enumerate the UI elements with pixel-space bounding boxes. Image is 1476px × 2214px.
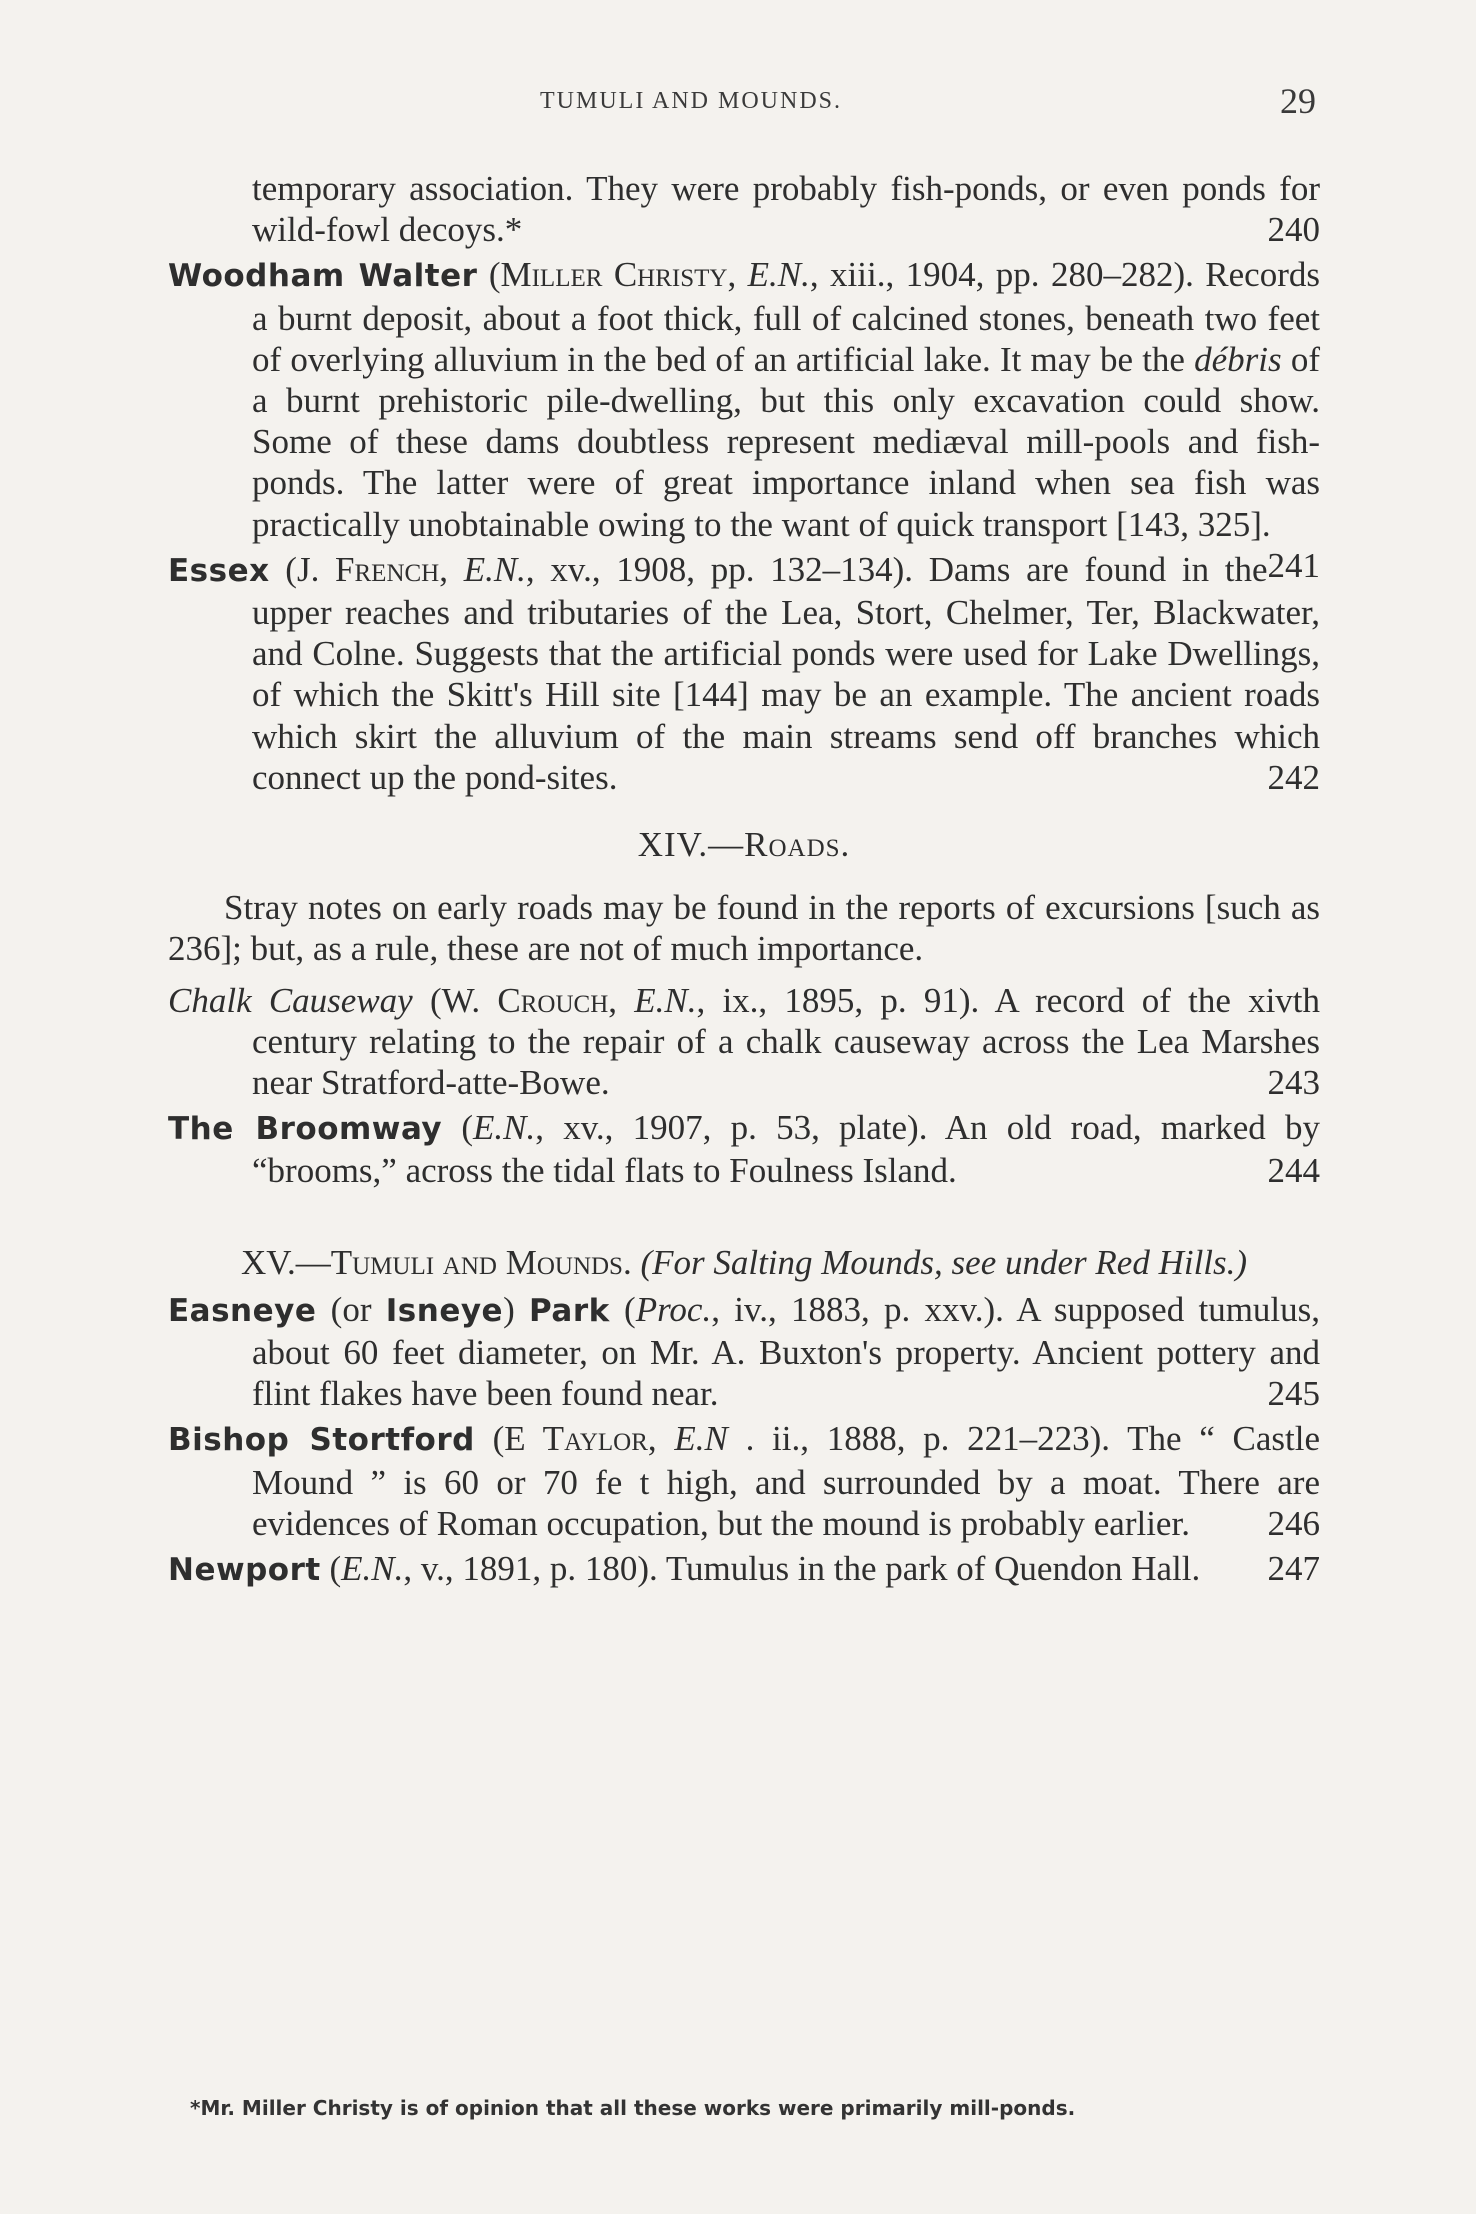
entry-journal: E.N. bbox=[341, 1549, 404, 1589]
entry-text: ( bbox=[269, 549, 297, 589]
entry-text: , v., 1891, p. 180). Tumulus in the park of Quendon Hall. bbox=[403, 1549, 1201, 1589]
entry-author: J. French bbox=[296, 549, 440, 589]
entry-headword: Woodham Walter bbox=[168, 258, 478, 295]
entry-242 bbox=[168, 549, 1320, 798]
entry-text: ( bbox=[474, 1419, 505, 1459]
entry-text: (or bbox=[316, 1289, 386, 1329]
entry-text: ( bbox=[442, 1108, 473, 1148]
entry-247 bbox=[168, 1548, 1320, 1591]
entry-text: , xiii., 1904, pp. 280–282). Records a burnt deposit, about a foot thick, full of calcined stones, beneath two feet of overlying alluvium in the bed of an artificial lake. It may be the bbox=[252, 255, 1320, 379]
heading-number: XV.— bbox=[240, 1242, 331, 1282]
entry-author: Miller Christy bbox=[500, 255, 728, 295]
entry-number: 241 bbox=[1267, 545, 1320, 585]
entry-244 bbox=[168, 1107, 1320, 1191]
entry-text: , bbox=[439, 549, 464, 589]
entry-text: , xv., 1907, p. 53, plate). An old road, marked by “brooms,” across the tidal flats to Foulness Island. bbox=[252, 1108, 1320, 1191]
heading-note: (For Salting Mounds, see under Red Hills.) bbox=[640, 1242, 1248, 1282]
entry-text: , bbox=[727, 255, 748, 295]
entry-journal: E.N. bbox=[634, 980, 697, 1020]
section-heading-tumuli bbox=[168, 1242, 1320, 1283]
entry-italic-word: débris bbox=[1194, 339, 1282, 379]
entry-headword: Essex bbox=[168, 552, 270, 589]
heading-title: Roads. bbox=[744, 825, 851, 865]
entry-journal: E.N. bbox=[463, 549, 526, 589]
entry-author: W. Crouch bbox=[441, 980, 609, 1020]
heading-number: XIV.— bbox=[637, 825, 745, 865]
entry-author: E Taylor bbox=[504, 1419, 648, 1459]
entry-number: 247 bbox=[1267, 1549, 1320, 1589]
running-head: TUMULI AND MOUNDS. bbox=[540, 88, 843, 114]
entry-text: , bbox=[608, 980, 635, 1020]
entry-text: . ii., 1888, p. 221–223). The “ Castle Mound ” is 60 or 70 fe t high, and surrounded by a moat. There are evidences of Roman occupation, but the mound is probably earlier. bbox=[252, 1419, 1320, 1543]
entry-headword: Chalk Causeway bbox=[168, 980, 413, 1020]
page-number: 29 bbox=[1280, 81, 1316, 121]
entry-text: temporary association. They were probably fish-ponds, or even ponds for wild-fowl decoys.* bbox=[252, 169, 1320, 250]
entry-journal: Proc. bbox=[635, 1289, 712, 1329]
entry-number: 246 bbox=[1267, 1503, 1320, 1543]
entry-text: , ix., 1895, p. 91). A record of the xivth century relating to the repair of a chalk causeway across the Lea Marshes near Stratford-atte-Bowe. bbox=[252, 980, 1321, 1103]
entry-245 bbox=[168, 1289, 1320, 1415]
entry-headword: The Broomway bbox=[168, 1111, 443, 1148]
entry-journal: E.N. bbox=[747, 255, 810, 295]
roads-intro: Stray notes on early roads may be found in the reports of excursions [such as 236]; but, as a rule, these are not of much importance. bbox=[168, 888, 1320, 969]
section-heading-roads bbox=[168, 824, 1320, 865]
body-text bbox=[168, 168, 1320, 1591]
entry-journal: E.N bbox=[674, 1419, 728, 1459]
entry-headword: Park bbox=[529, 1292, 610, 1329]
entry-text: , xv., 1908, pp. 132–134). Dams are found in the upper reaches and tributaries of the Lea, Stort, Chelmer, Ter, Blackwater, and Colne. Suggests that the artificial ponds were used for Lake Dwellings, of which the Skitt's Hill site [144] may be an example. The ancient roads which skirt the alluvium of the main streams send off branches which connect up the pond-sites. bbox=[252, 549, 1320, 797]
entry-text: ( bbox=[412, 980, 442, 1020]
entry-246 bbox=[168, 1418, 1320, 1544]
entry-text: of a burnt prehistoric pile-dwelling, but this only excavation could show. Some of these dams doubtless represent mediæval mill-pools and fish-ponds. The latter were of great importance inland when sea fish was practically unobtainable owing to the want of quick transport [143, 325]. bbox=[252, 339, 1320, 544]
entry-number: 243 bbox=[1267, 1063, 1320, 1103]
entry-number: 244 bbox=[1267, 1151, 1320, 1191]
entry-headword: Bishop Stortford bbox=[168, 1422, 475, 1459]
entry-number: 240 bbox=[1267, 210, 1320, 250]
entry-text: ( bbox=[477, 255, 501, 295]
entry-headword: Easneye bbox=[168, 1292, 317, 1329]
entry-243 bbox=[168, 980, 1320, 1104]
entry-text: ) bbox=[503, 1289, 530, 1329]
entry-journal: E.N. bbox=[473, 1108, 536, 1148]
heading-title: Tumuli and Mounds. bbox=[330, 1242, 632, 1282]
entry-number: 245 bbox=[1267, 1374, 1320, 1414]
footnote: *Mr. Miller Christy is of opinion that all these works were primarily mill-ponds. bbox=[190, 2096, 1076, 2120]
entry-headword: Newport bbox=[168, 1552, 321, 1589]
entry-text: ( bbox=[320, 1549, 342, 1589]
entry-number: 242 bbox=[1267, 757, 1320, 797]
entry-text: , iv., 1883, p. xxv.). A supposed tumulus, about 60 feet diameter, on Mr. A. Buxton's property. Ancient pottery and flint flakes have been found near. bbox=[252, 1289, 1321, 1414]
entry-headword: Isneye bbox=[385, 1292, 504, 1329]
entry-text: ( bbox=[609, 1289, 636, 1329]
entry-text: , bbox=[647, 1419, 675, 1459]
entry-240 bbox=[168, 168, 1320, 250]
